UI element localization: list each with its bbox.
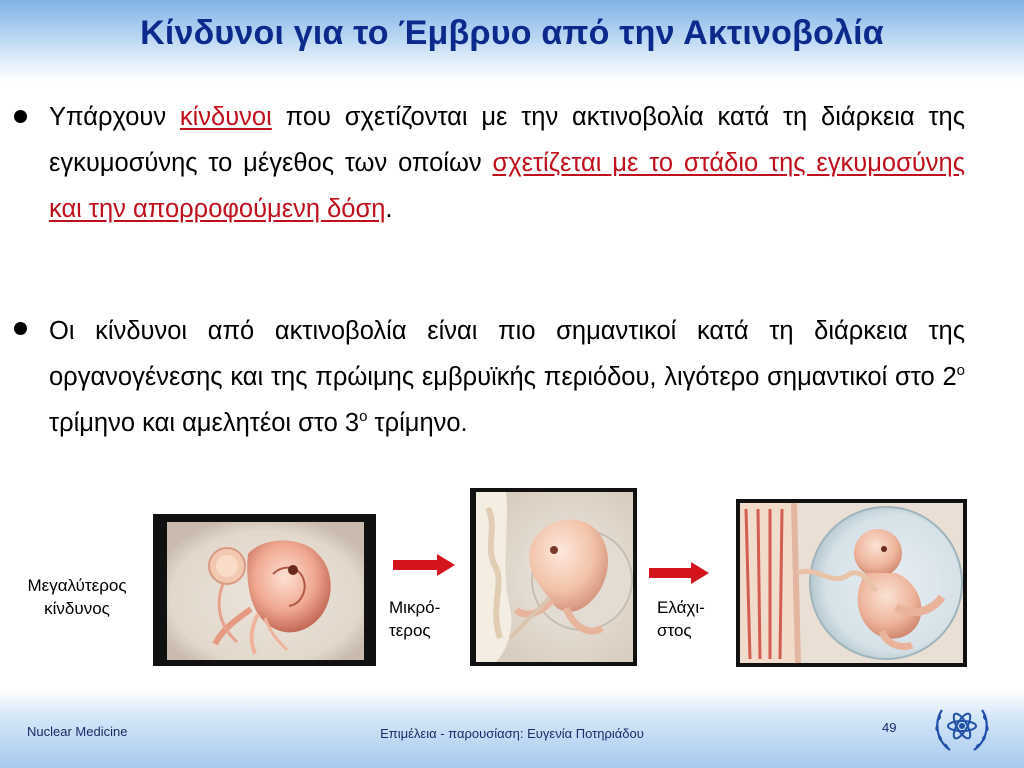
- bullet-1-part1: Υπάρχουν: [49, 103, 180, 131]
- caption-1-line1: Μεγαλύτερος: [27, 576, 127, 595]
- bullet-1-link-stage-dose[interactable]: σχετίζεται με το στάδιο της εγκυμοσύνης και την απορροφούμενη δόση: [49, 149, 965, 223]
- bullet-dot-icon: [14, 322, 27, 335]
- bullet-dot-icon: [14, 110, 27, 123]
- arrow-right-icon: [393, 554, 455, 576]
- footer-course-label: Nuclear Medicine: [27, 724, 128, 739]
- page-number: 49: [882, 720, 897, 735]
- footer-credit: Επιμέλεια - παρουσίαση: Ευγενία Ποτηριάδου: [380, 726, 644, 741]
- caption-2-line1: Μικρό-: [389, 598, 441, 617]
- embryo-second-trimester-image: [470, 488, 637, 666]
- caption-3-line2: στος: [657, 621, 692, 640]
- slide-title: Κίνδυνοι για το Έμβρυο από την Ακτινοβολία: [140, 14, 884, 52]
- caption-1-line2: κίνδυνος: [44, 599, 110, 618]
- caption-greater-risk: [10, 574, 144, 620]
- bullet-2-part1: Οι κίνδυνοι από ακτινοβολία είναι πιο σημαντικοί κατά τη διάρκεια της οργανογένεσης και της πρώιμης εμβρυϊκής περιόδου, λιγότερο σημαντικοί στο 2: [49, 317, 965, 391]
- bullet-1-part3: .: [385, 195, 393, 223]
- caption-least-risk: [657, 596, 727, 642]
- caption-2-line2: τερος: [389, 621, 431, 640]
- bullet-1-part2: που σχετίζονται με την ακτινοβολία κατά τη διάρκεια της εγκυμοσύνης το μέγεθος των οποίων: [49, 103, 965, 177]
- bullet-2-text: [49, 308, 965, 446]
- caption-smaller-risk: [389, 596, 459, 642]
- embryo-early-image: [153, 514, 376, 666]
- fetus-third-trimester-image: [736, 499, 967, 667]
- bullet-2-part2: τρίμηνο και αμελητέοι στο 3: [49, 409, 360, 437]
- arrow-right-icon: [649, 562, 709, 584]
- bullet-2-part3: τρίμηνο.: [367, 409, 468, 437]
- bullet-2-sup1: ο: [956, 361, 965, 379]
- bullet-1-link-risks[interactable]: κίνδυνοι: [179, 103, 272, 131]
- bullet-1-text: [49, 94, 965, 232]
- iaea-logo-icon: [930, 698, 994, 760]
- caption-3-line1: Ελάχι-: [657, 598, 705, 617]
- bullet-2-sup2: ο: [359, 407, 368, 425]
